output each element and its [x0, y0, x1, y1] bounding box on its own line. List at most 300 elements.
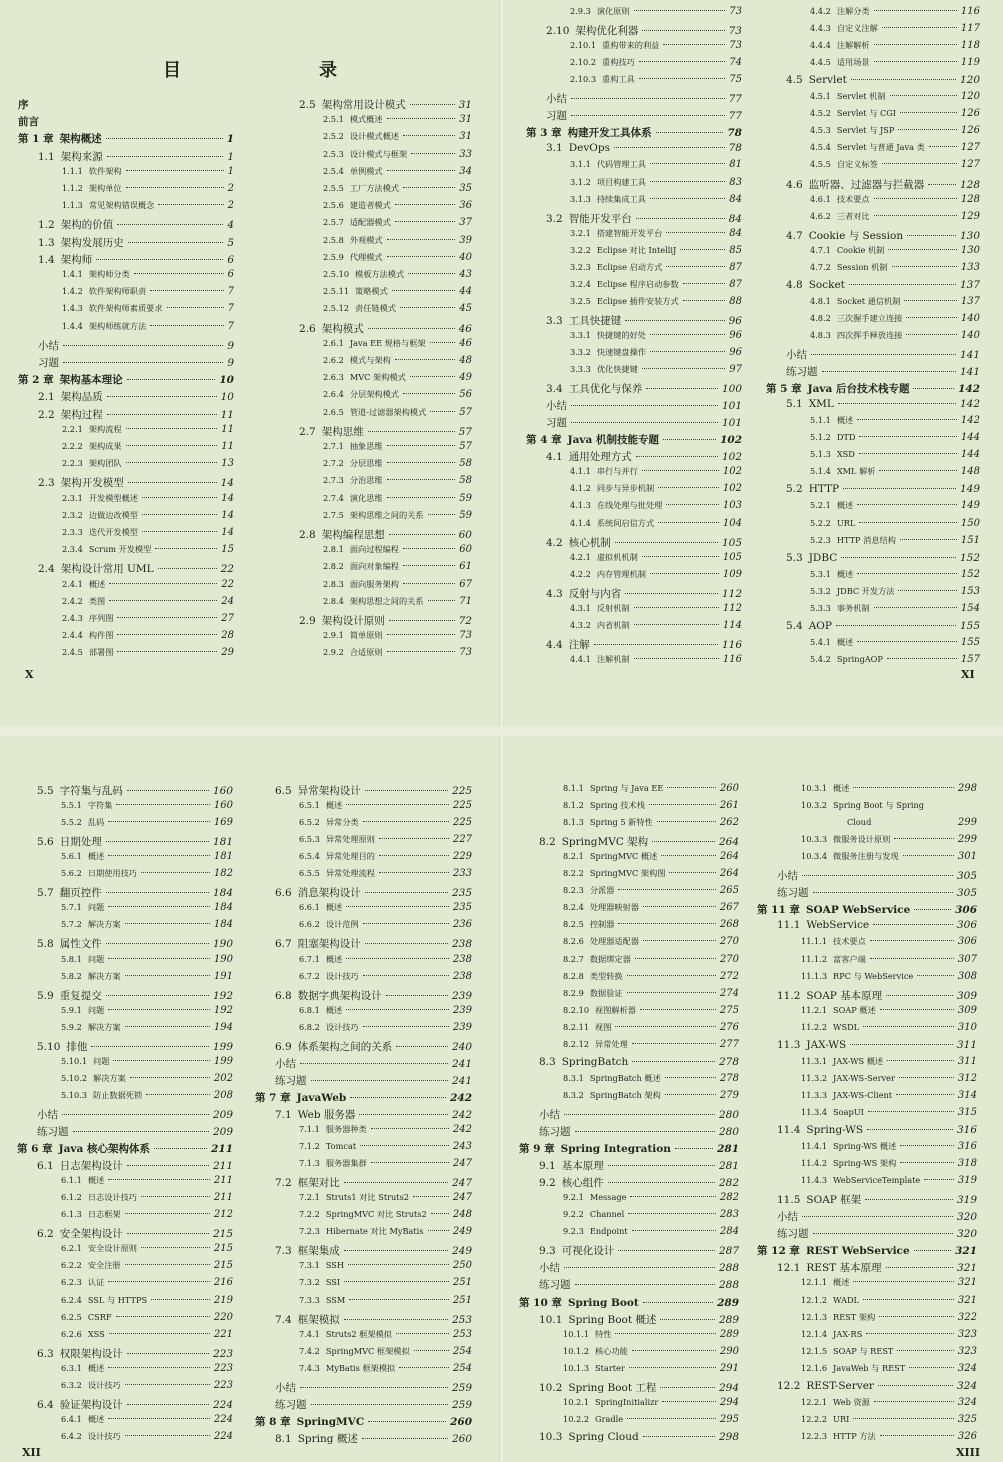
toc-entry-number: 8.2.8 — [563, 970, 584, 981]
toc-entry-number: 12.2 — [777, 1379, 801, 1392]
toc-entry-page: 181 — [212, 836, 233, 849]
toc-entry — [526, 262, 742, 279]
toc-entry-number: 10.3.4 — [801, 851, 828, 862]
toc-entry — [519, 1312, 739, 1329]
toc-entry — [519, 1107, 739, 1124]
toc-entry-title: 练习题 — [539, 1126, 571, 1138]
toc-entry-title: 属性文件 — [59, 938, 102, 951]
toc-entry-page: 84 — [728, 212, 742, 225]
toc-entry-title: AOP — [808, 619, 832, 632]
toc-entry — [526, 142, 742, 159]
toc-entry-number: 4.2.2 — [570, 568, 591, 579]
toc-entry-title: JDBC — [808, 551, 838, 564]
toc-dot-leader — [63, 345, 223, 346]
toc-entry-title: 通用处理方式 — [568, 451, 632, 464]
toc-entry-number: 11.1.3 — [801, 970, 828, 981]
toc-entry — [255, 1039, 472, 1056]
toc-dot-leader — [368, 431, 455, 432]
toc-dot-leader — [656, 132, 724, 133]
toc-entry-title: Spring-WS 概述 — [833, 1141, 897, 1152]
toc-entry — [279, 544, 472, 561]
toc-entry-title: 小结 — [546, 93, 567, 106]
toc-entry-number: 11.4 — [777, 1124, 801, 1136]
toc-dot-leader — [627, 992, 716, 993]
toc-dot-leader — [650, 198, 725, 199]
toc-entry — [519, 834, 739, 851]
toc-entry — [17, 868, 233, 885]
toc-dot-leader — [896, 1094, 954, 1095]
toc-entry-page: 211 — [213, 1192, 233, 1204]
toc-entry-title: JAX-WS-Server — [833, 1072, 895, 1083]
toc-entry-page: 299 — [957, 834, 977, 846]
toc-entry-page: 323 — [957, 1345, 977, 1357]
toc-entry — [766, 449, 980, 466]
toc-entry — [757, 971, 977, 988]
toc-entry-page: 118 — [960, 40, 980, 52]
toc-entry-number: 4.3.1 — [570, 602, 591, 613]
toc-dot-leader — [874, 198, 957, 199]
toc-entry-title: 小结 — [777, 1211, 798, 1224]
toc-entry-title: 代理模式 — [349, 251, 383, 262]
toc-entry-number: 4.1.2 — [570, 483, 591, 494]
toc-entry-page: 46 — [458, 322, 472, 335]
toc-dot-leader — [348, 1264, 449, 1265]
toc-dot-leader — [400, 307, 455, 308]
toc-entry — [255, 1295, 472, 1312]
toc-dot-leader — [395, 204, 455, 205]
toc-entry-page: 209 — [212, 1108, 233, 1121]
toc-dot-leader — [859, 436, 956, 437]
toc-entry-title: Servlet — [808, 74, 847, 87]
toc-entry-page: 126 — [960, 125, 980, 137]
toc-entry — [526, 535, 742, 552]
toc-dot-leader — [125, 1026, 210, 1027]
toc-entry — [766, 23, 980, 40]
toc-entry-title: 演化原则 — [596, 6, 630, 16]
toc-entry-number: 7.4.2 — [299, 1345, 320, 1356]
toc-entry — [279, 527, 472, 544]
toc-dot-leader — [853, 1418, 954, 1419]
toc-entry-number: 5.9.2 — [61, 1021, 82, 1032]
toc-entry-page: 81 — [729, 159, 742, 171]
toc-entry-title: 安全设计原则 — [87, 1243, 137, 1254]
toc-entry-number: 4.5.4 — [810, 142, 831, 153]
toc-entry-page: 238 — [452, 953, 472, 965]
toc-entry — [526, 518, 742, 535]
toc-entry — [766, 518, 980, 535]
toc-dot-leader — [141, 872, 210, 873]
toc-entry-page: 251 — [452, 1294, 472, 1306]
toc-entry-page: 5 — [227, 236, 234, 249]
toc-entry — [766, 654, 980, 671]
toc-dot-leader — [658, 487, 719, 488]
toc-entry — [17, 1295, 233, 1312]
toc-entry — [18, 544, 234, 561]
toc-entry-page: 128 — [960, 193, 980, 205]
toc-entry-title: 重构工具 — [602, 74, 635, 85]
toc-entry-title: 架构成果 — [88, 441, 122, 451]
toc-dot-leader — [411, 153, 455, 154]
toc-entry-page: 130 — [960, 244, 980, 256]
toc-entry-number: 5.10 — [37, 1040, 61, 1053]
toc-dot-leader — [658, 522, 719, 523]
toc-entry — [766, 40, 980, 57]
toc-entry-number: 2.7.5 — [323, 509, 344, 520]
toc-entry-page: 4 — [227, 219, 234, 232]
toc-entry — [255, 1363, 472, 1380]
toc-entry-title: Socket — [808, 278, 845, 291]
toc-entry — [526, 177, 742, 194]
toc-entry-number: 4.7.2 — [810, 261, 831, 272]
toc-entry-number: 6.6.1 — [299, 902, 320, 913]
toc-entry-page: 229 — [452, 851, 472, 863]
toc-entry-page: 239 — [451, 989, 472, 1002]
toc-entry-page: 202 — [213, 1072, 233, 1084]
toc-entry — [766, 637, 980, 654]
toc-entry-title: JDBC 开发方法 — [836, 585, 895, 596]
toc-dot-leader — [127, 1233, 209, 1234]
toc-dot-leader — [636, 218, 725, 219]
toc-entry-page: 142 — [960, 415, 980, 427]
toc-entry — [757, 1073, 977, 1090]
toc-entry — [18, 596, 234, 613]
toc-entry-number: 3.2.2 — [570, 244, 591, 255]
toc-entry-title: Struts2 框架模拟 — [325, 1328, 392, 1339]
toc-entry-page: 291 — [719, 1362, 739, 1374]
toc-entry-title: 服务器集群 — [325, 1158, 367, 1169]
toc-entry — [757, 1312, 977, 1329]
toc-entry-title: Eclipse 插件安装方式 — [596, 295, 679, 306]
toc-entry-page: 194 — [213, 1021, 233, 1033]
toc-entry — [255, 954, 472, 971]
toc-entry-title: 练习题 — [539, 1279, 571, 1292]
toc-entry-title: SOAP 基本原理 — [806, 989, 883, 1002]
toc-entry — [757, 885, 977, 902]
toc-entry — [17, 834, 233, 851]
spread-bottom — [0, 736, 1003, 1462]
toc-entry-page: 240 — [451, 1040, 472, 1053]
toc-entry — [766, 194, 980, 211]
toc-entry-number: 第 2 章 — [18, 374, 54, 387]
toc-entry-page: 112 — [721, 587, 742, 600]
toc-entry-title: 架构师练就方法 — [88, 320, 147, 331]
toc-entry — [18, 510, 234, 527]
toc-entry — [526, 279, 742, 296]
toc-dot-leader — [395, 359, 455, 360]
toc-dot-leader — [387, 256, 456, 257]
toc-column — [255, 736, 472, 1462]
toc-entry-page: 320 — [956, 1211, 977, 1224]
toc-entry-number: 5.5 — [37, 785, 54, 797]
toc-dot-leader — [117, 224, 223, 225]
toc-dot-leader — [859, 522, 957, 523]
toc-entry-page: 321 — [956, 1262, 977, 1275]
toc-entry-title: SpringBatch 概述 — [589, 1072, 661, 1083]
toc-entry-number: 2.5.10 — [323, 269, 350, 279]
toc-dot-leader — [107, 414, 217, 415]
toc-entry-number: 3.2.3 — [570, 261, 591, 272]
toc-entry-number: 8.2.9 — [563, 987, 584, 998]
toc-dot-leader — [108, 906, 210, 907]
toc-entry-title: 工具优化与保养 — [568, 383, 643, 396]
toc-dot-leader — [917, 975, 954, 976]
toc-entry — [519, 1158, 739, 1175]
toc-entry-number: 2.7.4 — [323, 492, 344, 503]
toc-dot-leader — [108, 1367, 210, 1368]
toc-entry-page: 251 — [452, 1277, 472, 1289]
toc-entry-number: 11.2.2 — [801, 1021, 828, 1032]
toc-entry-number: 11.3.1 — [801, 1055, 828, 1066]
toc-entry-page: 282 — [718, 1177, 739, 1190]
toc-entry-number: 5.1.4 — [810, 466, 831, 477]
toc-entry — [18, 561, 234, 578]
toc-entry — [255, 1414, 472, 1431]
toc-entry — [766, 125, 980, 142]
toc-entry-number: 2.4.5 — [62, 647, 83, 658]
toc-dot-leader — [346, 906, 449, 907]
toc-entry-title: 练习题 — [37, 1126, 69, 1138]
toc-entry-title: 认证 — [87, 1277, 105, 1288]
toc-entry — [757, 1329, 977, 1346]
toc-entry-number: 4.4.5 — [810, 57, 831, 68]
toc-entry-title: 异常架构设计 — [297, 785, 361, 797]
toc-column — [766, 0, 980, 726]
toc-entry-page: 247 — [452, 1192, 472, 1204]
toc-entry-number: 11.3.2 — [801, 1072, 828, 1083]
toc-entry-number: 8.1.3 — [563, 817, 584, 828]
toc-entry — [757, 1295, 977, 1312]
toc-dot-leader — [96, 259, 223, 260]
toc-entry-title: JavaWeb 与 REST — [833, 1362, 906, 1373]
toc-entry-number: 2.5.12 — [323, 303, 350, 314]
toc-entry-number: 6.5.5 — [299, 868, 320, 879]
toc-entry — [17, 1277, 233, 1294]
toc-entry-number: 8.2.11 — [563, 1021, 590, 1032]
toc-entry-page: 321 — [957, 1294, 977, 1306]
toc-entry — [279, 166, 472, 183]
toc-dot-leader — [428, 1230, 449, 1231]
toc-entry — [18, 252, 234, 269]
toc-entry — [18, 286, 234, 303]
toc-entry — [757, 1005, 977, 1022]
toc-entry-title: 软件架构师素质要求 — [88, 303, 163, 314]
toc-entry-page: 250 — [452, 1260, 472, 1272]
toc-entry-title: 练习题 — [777, 1228, 809, 1241]
toc-entry-page: 102 — [722, 483, 742, 495]
toc-entry-number: 5.8.2 — [61, 970, 82, 981]
toc-dot-leader — [874, 1401, 954, 1402]
toc-entry-number: 5.5.1 — [61, 800, 82, 811]
toc-entry — [526, 330, 742, 347]
toc-dot-leader — [898, 129, 957, 130]
toc-entry-page: 27 — [221, 613, 234, 624]
toc-entry-number: 5.9 — [37, 989, 54, 1002]
toc-entry — [255, 1192, 472, 1209]
toc-dot-leader — [575, 1131, 715, 1132]
toc-entry-page: 247 — [451, 1177, 472, 1190]
toc-entry-title: 日志设计技巧 — [87, 1192, 137, 1203]
page-xiii — [503, 736, 1003, 1462]
toc-entry-number: 7.2.2 — [299, 1209, 320, 1220]
toc-entry-page: 278 — [718, 1055, 739, 1068]
toc-entry-number: 10.2.1 — [563, 1396, 590, 1407]
toc-entry-number: 12.2.3 — [801, 1430, 828, 1441]
toc-entry-number: 11.1.1 — [801, 936, 828, 947]
toc-entry-title: Eclipse 启动方式 — [596, 261, 663, 272]
toc-dot-leader — [387, 239, 456, 240]
toc-entry-number: 2.6.4 — [323, 389, 344, 400]
toc-entry-title: 分层思维 — [349, 458, 383, 469]
toc-entry-title: Starter — [595, 1362, 625, 1373]
toc-entry-page: 73 — [459, 630, 472, 642]
toc-dot-leader — [873, 924, 953, 925]
toc-dot-leader — [629, 1367, 716, 1368]
toc-entry-number: 2.8.4 — [323, 595, 344, 606]
toc-entry — [279, 269, 472, 286]
toc-entry — [526, 57, 742, 74]
toc-dot-leader — [108, 1418, 210, 1419]
toc-entry-number: 6.2.4 — [61, 1294, 82, 1305]
toc-entry-number: 5.3.1 — [810, 568, 831, 579]
toc-entry — [757, 1022, 977, 1039]
toc-entry-page: 242 — [451, 1108, 472, 1121]
toc-entry — [279, 131, 472, 148]
toc-dot-leader — [665, 1077, 716, 1078]
toc-entry-title: JAX-RS — [833, 1328, 863, 1339]
toc-entry-page: 267 — [719, 902, 739, 914]
toc-entry — [279, 338, 472, 355]
toc-entry — [766, 432, 980, 449]
toc-dot-leader — [657, 821, 716, 822]
toc-entry-title: 注解 — [568, 638, 590, 651]
toc-entry-page: 298 — [957, 783, 977, 794]
toc-entry — [255, 971, 472, 988]
toc-entry — [255, 1260, 472, 1277]
toc-entry-number: 5.8.1 — [61, 953, 82, 964]
toc-dot-leader — [126, 428, 218, 429]
toc-entry — [18, 630, 234, 647]
toc-entry-number: 5.2.2 — [810, 517, 831, 528]
toc-entry — [757, 834, 977, 851]
toc-entry — [17, 1346, 233, 1363]
toc-entry-page: 305 — [956, 870, 977, 883]
toc-entry-number: 5.2.3 — [810, 534, 831, 545]
toc-entry — [255, 1431, 472, 1448]
toc-column — [519, 736, 739, 1462]
toc-dot-leader — [344, 1281, 449, 1282]
toc-entry-page: 96 — [728, 314, 742, 327]
toc-entry-page: 1 — [226, 133, 234, 146]
toc-entry-number: 2.7 — [299, 425, 316, 438]
toc-entry-page: 1 — [227, 150, 234, 163]
toc-entry — [255, 851, 472, 868]
toc-dot-leader — [360, 1145, 449, 1146]
toc-entry — [279, 613, 472, 630]
toc-entry-number: 7.4.3 — [299, 1362, 320, 1373]
toc-entry — [519, 800, 739, 817]
toc-entry-page: 130 — [959, 229, 980, 242]
toc-entry-title: 概述 — [325, 800, 343, 811]
toc-entry-title: 监听器、过滤器与拦截器 — [808, 178, 925, 191]
toc-entry — [526, 654, 742, 671]
toc-entry-title: 抽象思维 — [349, 441, 383, 451]
toc-entry — [757, 1107, 977, 1124]
toc-entry — [526, 296, 742, 313]
toc-entry-page: 73 — [729, 40, 742, 52]
toc-entry — [526, 91, 742, 108]
toc-dot-leader — [575, 1284, 715, 1285]
toc-dot-leader — [904, 300, 956, 301]
toc-dot-leader — [909, 1367, 954, 1368]
toc-entry-title: REST 架构 — [833, 1311, 876, 1322]
toc-entry-number: 4.6.1 — [810, 193, 831, 204]
toc-entry — [757, 1175, 977, 1192]
toc-dot-leader — [134, 273, 224, 274]
toc-entry-number: 2.9 — [299, 615, 316, 627]
toc-entry-page: 312 — [957, 1072, 977, 1084]
toc-dot-leader — [109, 583, 217, 584]
toc-dot-leader — [894, 838, 954, 839]
toc-entry — [526, 415, 742, 432]
toc-entry-number: 6.5.1 — [299, 800, 320, 811]
toc-entry — [757, 1158, 977, 1175]
toc-entry — [255, 1277, 472, 1294]
toc-entry-title: 串行与并行 — [596, 466, 638, 477]
toc-entry-title: 模式与架构 — [349, 355, 391, 365]
toc-dot-leader — [822, 371, 956, 372]
toc-entry-page: 306 — [956, 919, 977, 932]
toc-entry-page: 309 — [956, 989, 977, 1002]
toc-entry-title: 软件架构 — [88, 165, 122, 176]
toc-entry-page: 120 — [959, 74, 980, 87]
toc-entry-title: Hibernate 对比 MyBatis — [325, 1226, 424, 1237]
toc-entry-page: 83 — [729, 176, 742, 188]
toc-dot-leader — [125, 923, 210, 924]
toc-entry-page: 87 — [729, 261, 742, 273]
toc-entry-title: 问题 — [87, 1004, 105, 1015]
toc-entry — [766, 313, 980, 330]
toc-entry-page: 274 — [719, 987, 739, 999]
toc-entry-title: Scrum 开发模型 — [88, 544, 152, 555]
toc-entry-number: 5.4 — [786, 619, 803, 632]
toc-entry-title: 核心机制 — [568, 536, 611, 549]
toc-entry-page: 57 — [458, 425, 472, 438]
toc-entry-number: 2.2.3 — [62, 458, 83, 469]
toc-entry — [279, 579, 472, 596]
toc-entry-title: Spring Boot — [567, 1296, 639, 1309]
toc-entry-number: 5.3.2 — [810, 585, 831, 596]
toc-dot-leader — [125, 975, 210, 976]
toc-entry — [526, 40, 742, 57]
toc-entry-title: Java 后台技术栈专题 — [807, 383, 910, 396]
toc-entry — [757, 1056, 977, 1073]
toc-entry — [526, 228, 742, 245]
toc-entry-number: 4.7 — [786, 229, 803, 242]
toc-dot-leader — [594, 644, 718, 645]
toc-entry — [766, 620, 980, 637]
toc-entry-number: 5.3.3 — [810, 602, 831, 613]
toc-entry-number: 6.2.1 — [61, 1243, 82, 1254]
toc-entry-page: 223 — [212, 1347, 233, 1360]
toc-entry-number: 4.5.3 — [810, 125, 831, 136]
toc-entry-page: 142 — [958, 383, 980, 396]
toc-dot-leader — [632, 1061, 715, 1062]
toc-entry-title: 设计模式概述 — [349, 131, 399, 142]
toc-entry — [18, 613, 234, 630]
toc-entry-title: 适用场景 — [836, 57, 870, 68]
toc-dot-leader — [890, 95, 957, 96]
toc-entry-page: 242 — [450, 1091, 472, 1104]
